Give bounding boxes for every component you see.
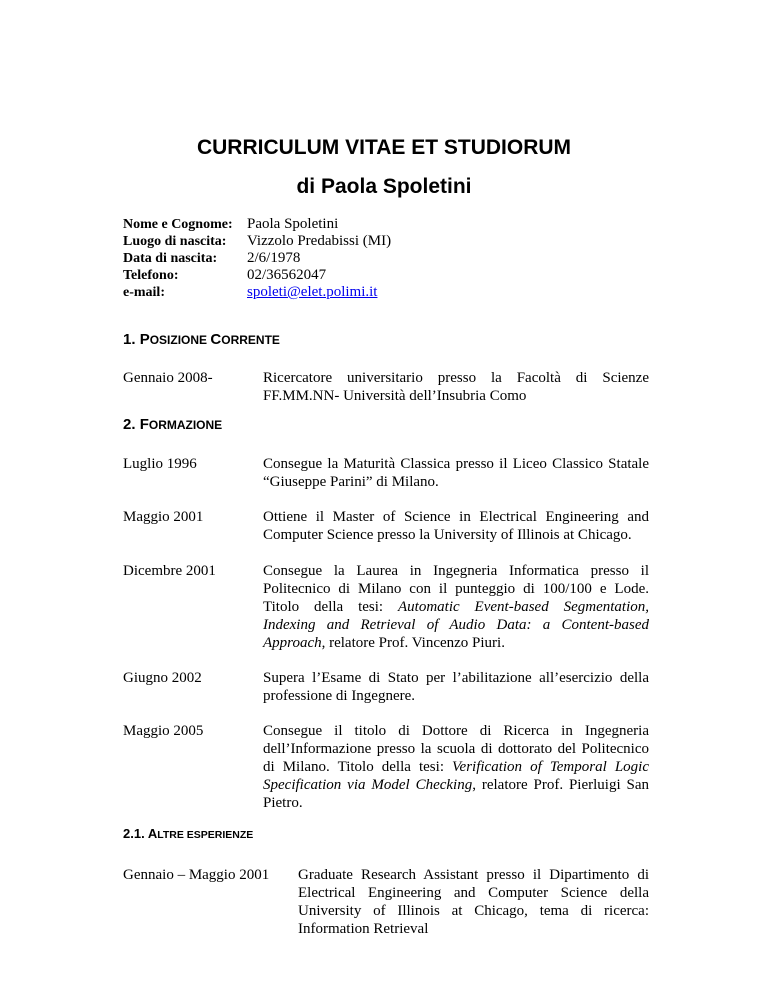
entry-date: Giugno 2002 — [123, 670, 202, 686]
section-heading-altre-esperienze: 2.1. ALTRE ESPERIENZE — [123, 826, 254, 841]
info-row-email — [123, 284, 391, 301]
info-row-name — [123, 216, 391, 233]
section-heading-posizione-corrente: 1. POSIZIONE CORRENTE — [123, 331, 280, 348]
info-row-birthplace — [123, 233, 391, 250]
entry-date: Maggio 2001 — [123, 509, 204, 525]
personal-info-block — [123, 216, 391, 301]
email-link[interactable]: spoleti@elet.polimi.it — [247, 284, 378, 300]
info-label: e-mail: — [123, 285, 165, 300]
entry-date: Gennaio – Maggio 2001 — [123, 867, 270, 883]
cv-title: CURRICULUM VITAE ET STUDIORUM — [196, 136, 572, 159]
info-label: Luogo di nascita: — [123, 234, 227, 249]
entry-text: Ricercatore universitario presso la Facoltà di Scienze FF.MM.NN- Università dell’Insubria Como — [263, 370, 649, 404]
info-label: Data di nascita: — [123, 251, 218, 266]
info-value: Vizzolo Predabissi (MI) — [247, 233, 392, 249]
cv-subtitle-name: di Paola Spoletini — [296, 175, 472, 198]
thesis-title: Automatic Event-based Segmentation, Indexing and Retrieval of Audio Data: a Content-based Approach — [263, 599, 649, 651]
info-label: Telefono: — [123, 268, 179, 283]
entry-date: Dicembre 2001 — [123, 563, 216, 579]
info-value: 2/6/1978 — [247, 250, 301, 266]
entry-text: Consegue la Laurea in Ingegneria Informatica presso il Politecnico di Milano con il punteggio di 100/100 e Lode. Titolo della tesi: Automatic Event-based Segmentation, Indexing and Retrieval of Audio Data: a Content-based Approach, relatore Prof. Vincenzo Piuri. — [263, 563, 649, 651]
info-value: 02/36562047 — [247, 267, 327, 283]
entry-text: Consegue la Maturità Classica presso il Liceo Classico Statale “Giuseppe Parini” di Milano. — [263, 456, 649, 490]
info-label: Nome e Cognome: — [123, 217, 233, 232]
entry-text: Supera l’Esame di Stato per l’abilitazione all’esercizio della professione di Ingegnere. — [263, 670, 649, 704]
info-row-birthdate — [123, 250, 391, 267]
info-row-phone — [123, 267, 391, 284]
thesis-title: Verification of Temporal Logic Specification via Model Checking — [263, 759, 649, 793]
info-value: Paola Spoletini — [247, 216, 339, 232]
entry-date: Luglio 1996 — [123, 456, 197, 472]
entry-date: Gennaio 2008- — [123, 370, 213, 386]
entry-date: Maggio 2005 — [123, 723, 204, 739]
entry-text: Ottiene il Master of Science in Electrical Engineering and Computer Science presso la University of Illinois at Chicago. — [263, 509, 649, 543]
entry-text: Consegue il titolo di Dottore di Ricerca in Ingegneria dell’Informazione presso la scuola di dottorato del Politecnico di Milano. Titolo della tesi: Verification of Temporal Logic Specification via Model Checking, relatore Prof. Pierluigi San Pietro. — [263, 723, 649, 811]
entry-text: Graduate Research Assistant presso il Dipartimento di Electrical Engineering and Computer Science della University of Illinois at Chicago, tema di ricerca: Information Retrieval — [298, 867, 649, 937]
section-heading-formazione: 2. FORMAZIONE — [123, 416, 223, 433]
